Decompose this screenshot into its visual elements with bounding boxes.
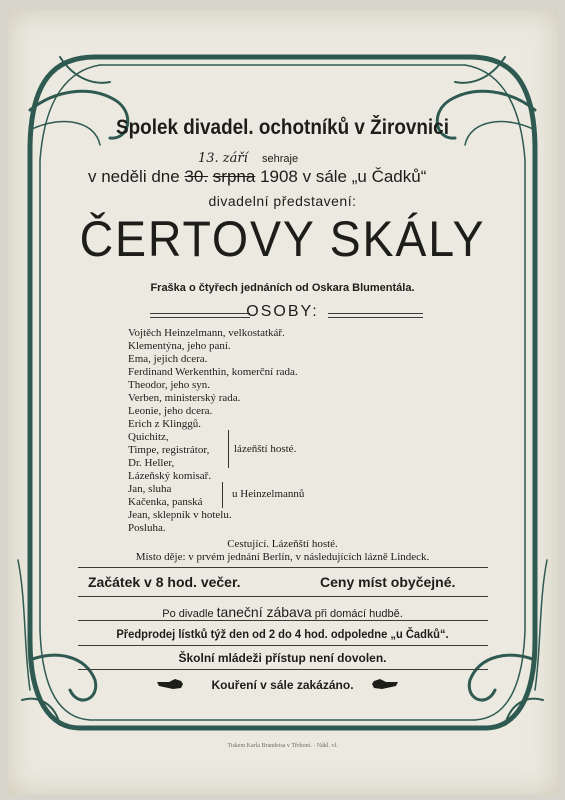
guests-label: lázeňští hosté. (234, 443, 297, 455)
guests-brace (228, 430, 229, 468)
section-rule (78, 669, 488, 670)
date-prefix: v neděli dne (88, 167, 180, 186)
heinzelmann-label: u Heinzelmannů (232, 488, 305, 500)
start-time: Začátek v 8 hod. večer. (88, 574, 241, 590)
cast-item: Ferdinand Werkenthin, komerční rada. (128, 366, 298, 378)
section-rule (78, 567, 488, 568)
cast-heading: OSOBY: (246, 303, 319, 320)
cast-item: Ema, jejich dcera. (128, 353, 208, 365)
dance-suffix: při domácí hudbě. (314, 608, 403, 620)
cast-item: Jean, sklepník v hotelu. (128, 509, 232, 521)
presale-line: Předprodej lístků týž den od 2 do 4 hod. odpoledne „u Čadků“. (116, 627, 449, 641)
cast-item: Kačenka, panská (128, 496, 203, 508)
date-line (88, 167, 426, 187)
divider-right (328, 313, 423, 318)
cast-item: Klementýna, jeho paní. (128, 340, 231, 352)
struck-month: srpna (212, 167, 256, 186)
dance-prefix: Po divadle (162, 608, 214, 620)
ticket-prices: Ceny míst obyčejné. (320, 574, 456, 590)
play-subtitle: Fraška o čtyřech jednáních od Oskara Blumentála. (150, 282, 415, 294)
organization-name: Spolek divadel. ochotníků v Žirovnici (116, 116, 449, 139)
heinzelmann-brace (222, 482, 223, 508)
cast-item: Erich z Klinggů. (128, 418, 202, 430)
section-rule (78, 620, 488, 621)
cast-item: Verben, ministerský rada. (128, 392, 241, 404)
cast-item: Dr. Heller, (128, 457, 175, 469)
struck-day: 30. (184, 167, 209, 186)
cast-item: Jan, sluha (128, 483, 172, 495)
section-rule (78, 645, 488, 646)
handwritten-date: 13. září (198, 151, 248, 166)
place-line: Místo děje: v prvém jednání Berlín, v následujících lázně Lindeck. (135, 551, 430, 563)
smoking-notice: Kouření v sále zakázáno. (211, 678, 354, 692)
performance-label: divadelní představení: (208, 193, 357, 209)
plays-word: sehraje (262, 153, 299, 165)
dance-line (0, 604, 565, 620)
cast-item: Timpe, registrátor, (128, 444, 210, 456)
pointing-hand-icon (370, 677, 400, 691)
youth-notice: Školní mládeži přístup není dovolen. (178, 651, 387, 665)
section-rule (78, 596, 488, 597)
extras-line: Cestující. Lázeňští hosté. (227, 538, 338, 550)
printer-credit: Tiskem Karla Brandeisa v Třeboni. · Nákl. vl. (227, 743, 338, 749)
cast-item: Posluha. (128, 522, 166, 534)
cast-item: Quichitz, (128, 431, 169, 443)
play-title: ČERTOVY SKÁLY (79, 211, 486, 267)
dance-main: taneční zábava (216, 604, 312, 620)
date-rest: 1908 v sále „u Čadků“ (260, 167, 427, 186)
cast-item: Theodor, jeho syn. (128, 379, 211, 391)
cast-item: Vojtěch Heinzelmann, velkostatkář. (128, 327, 285, 339)
cast-item: Lázeňský komisař. (128, 470, 212, 482)
cast-item: Leonie, jeho dcera. (128, 405, 213, 417)
